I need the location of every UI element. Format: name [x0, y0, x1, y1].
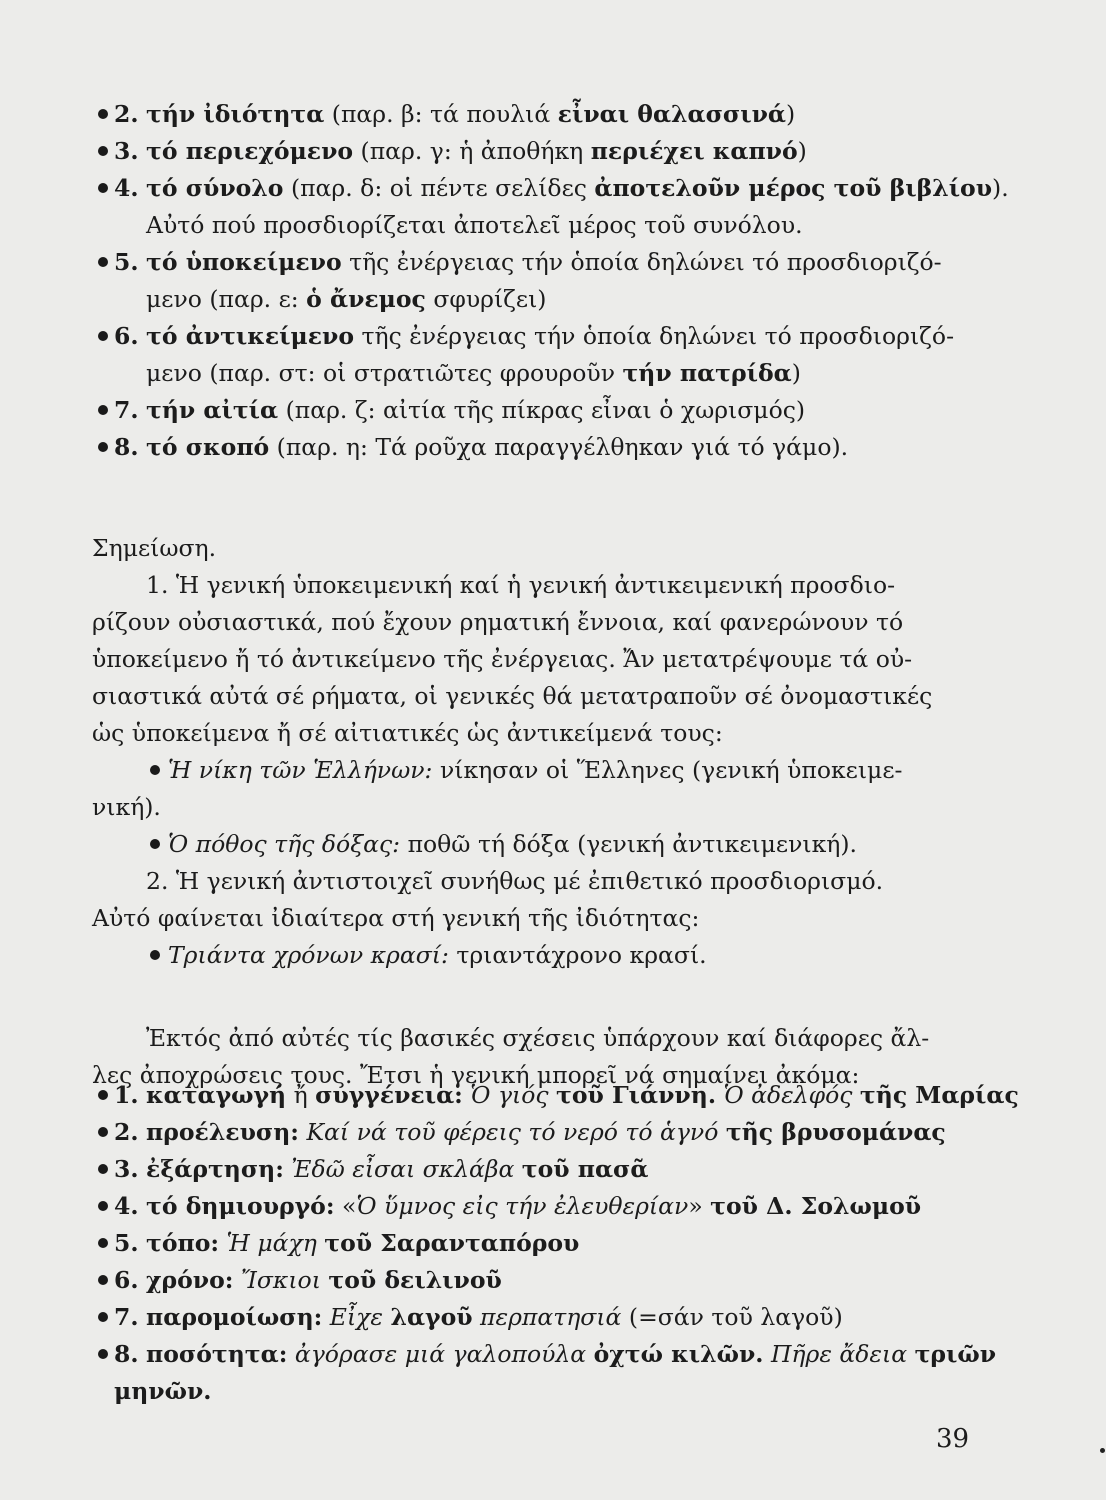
list-item-continuation: μενο (παρ. ε: ὁ ἄνεμος σφυρίζει) — [146, 285, 547, 313]
note-paragraph-line: Αὐτό φαίνεται ἰδιαίτερα στή γενική τῆς ἰδιότητας: — [92, 904, 700, 932]
bullet-icon — [150, 950, 160, 960]
list-item: 6. τό ἀντικείμενο τῆς ἐνέργειας τήν ὁποία δηλώνει τό προσδιοριζό- — [114, 322, 955, 350]
list-item: 8. τό σκοπό (παρ. η: Τά ροῦχα παραγγέλθηκαν γιά τό γάμο). — [114, 433, 849, 461]
list-item: 7. παρομοίωση: Εἶχε λαγοῦ περπατησιά (=σάν τοῦ λαγοῦ) — [114, 1303, 843, 1331]
category-label: προέλευση: — [146, 1118, 299, 1146]
term: τό ὑποκείμενο — [146, 248, 342, 276]
list-item: 4. τό σύνολο (παρ. δ: οἱ πέντε σελίδες ἀποτελοῦν μέρος τοῦ βιβλίου). — [114, 174, 1009, 202]
term: τό σκοπό — [146, 433, 270, 461]
term: τήν αἰτία — [146, 396, 279, 424]
bullet-icon — [98, 1164, 108, 1174]
bullet-icon — [98, 331, 108, 341]
bullet-icon — [98, 1127, 108, 1137]
bullet-icon — [98, 109, 108, 119]
note-paragraph-line: 2. Ἡ γενική ἀντιστοιχεῖ συνήθως μέ ἐπιθετικό προσδιορισμό. — [146, 867, 884, 895]
category-label: παρομοίωση: — [146, 1303, 323, 1331]
list-item: 3. ἐξάρτηση: Ἐδῶ εἶσαι σκλάβα τοῦ πασᾶ — [114, 1155, 649, 1183]
list-item: 1. καταγωγή ἤ συγγένεια: Ὁ γιός τοῦ Γιάννη. Ὁ ἀδελφός τῆς Μαρίας — [114, 1081, 1019, 1109]
bullet-icon — [98, 405, 108, 415]
note-paragraph-line: σιαστικά αὐτά σέ ρήματα, οἱ γενικές θά μετατραποῦν σέ ὀνομαστικές — [92, 682, 933, 710]
bullet-icon — [98, 1275, 108, 1285]
bullet-icon — [150, 839, 160, 849]
category-label: ποσότητα: — [146, 1340, 288, 1368]
term: τό περιεχόμενο — [146, 137, 354, 165]
intro-line: λες ἀποχρώσεις τους. Ἔτσι ἡ γενική μπορεῖ νά σημαίνει ἀκόμα: — [92, 1061, 860, 1089]
list-item: 6. χρόνο: Ἴσκιοι τοῦ δειλινοῦ — [114, 1266, 502, 1294]
list-item: 3. τό περιεχόμενο (παρ. γ: ἡ ἀποθήκη περιέχει καπνό) — [114, 137, 807, 165]
category-label: χρόνο: — [146, 1266, 234, 1294]
bullet-icon — [98, 442, 108, 452]
note-paragraph-line: 1. Ἡ γενική ὑποκειμενική καί ἡ γενική ἀντικειμενική προσδιο- — [146, 571, 896, 599]
list-item-continuation: μενο (παρ. στ: οἱ στρατιῶτες φρουροῦν τήν πατρίδα) — [146, 359, 801, 387]
page-number: 39 — [936, 1424, 970, 1454]
list-item: 4. τό δημιουργό: «Ὁ ὕμνος εἰς τήν ἐλευθερίαν» τοῦ Δ. Σολωμοῦ — [114, 1192, 922, 1220]
bullet-icon — [150, 765, 160, 775]
note-paragraph-line: ρίζουν οὐσιαστικά, πού ἔχουν ρηματική ἔννοια, καί φανερώνουν τό — [92, 608, 904, 636]
note-heading: Σημείωση. — [92, 534, 217, 562]
list-item-continuation: Αὐτό πού προσδιορίζεται ἀποτελεῖ μέρος τοῦ συνόλου. — [146, 211, 803, 239]
bullet-icon — [98, 1349, 108, 1359]
category-label: τόπο: — [146, 1229, 220, 1257]
term: τό σύνολο — [146, 174, 284, 202]
example: Τριάντα χρόνων κρασί: τριαντάχρονο κρασί. — [168, 941, 707, 969]
list-item: 8. ποσότητα: ἀγόρασε μιά γαλοπούλα ὀχτώ κιλῶν. Πῆρε ἄδεια τριῶν — [114, 1340, 997, 1368]
bullet-icon — [98, 1312, 108, 1322]
list-item: 5. τόπο: Ἡ μάχη τοῦ Σαρανταπόρου — [114, 1229, 580, 1257]
bullet-icon — [98, 257, 108, 267]
category-label: τό δημιουργό: — [146, 1192, 335, 1220]
term: τήν ἰδιότητα — [146, 100, 325, 128]
bullet-icon — [98, 1090, 108, 1100]
bullet-icon — [98, 1238, 108, 1248]
scan-speck — [1100, 1448, 1105, 1453]
list-item: 2. προέλευση: Καί νά τοῦ φέρεις τό νερό τό ἁγνό τῆς βρυσομάνας — [114, 1118, 946, 1146]
intro-line: Ἐκτός ἀπό αὐτές τίς βασικές σχέσεις ὑπάρχουν καί διάφορες ἄλ- — [146, 1024, 930, 1052]
term: τό ἀντικείμενο — [146, 322, 355, 350]
list-item: 7. τήν αἰτία (παρ. ζ: αἰτία τῆς πίκρας εἶναι ὁ χωρισμός) — [114, 396, 806, 424]
list-item-continuation: μηνῶν. — [114, 1377, 212, 1405]
bullet-icon — [98, 146, 108, 156]
list-item: 2. τήν ἰδιότητα (παρ. β: τά πουλιά εἶναι θαλασσινά) — [114, 100, 796, 128]
bullet-icon — [98, 183, 108, 193]
category-label: ἐξάρτηση: — [146, 1155, 284, 1183]
note-paragraph-line: ὡς ὑποκείμενα ἤ σέ αἰτιατικές ὡς ἀντικείμενά τους: — [92, 719, 723, 747]
bullet-icon — [98, 1201, 108, 1211]
example-continuation: νική). — [92, 793, 161, 821]
example: Ὁ πόθος τῆς δόξας: ποθῶ τή δόξα (γενική ἀντικειμενική). — [168, 830, 857, 858]
note-paragraph-line: ὑποκείμενο ἤ τό ἀντικείμενο τῆς ἐνέργειας. Ἄν μετατρέψουμε τά οὐ- — [92, 645, 913, 673]
category-label: καταγωγή — [146, 1081, 287, 1109]
example: Ἡ νίκη τῶν Ἑλλήνων: νίκησαν οἱ Ἕλληνες (γενική ὑποκειμε- — [168, 756, 903, 784]
list-item: 5. τό ὑποκείμενο τῆς ἐνέργειας τήν ὁποία δηλώνει τό προσδιοριζό- — [114, 248, 942, 276]
